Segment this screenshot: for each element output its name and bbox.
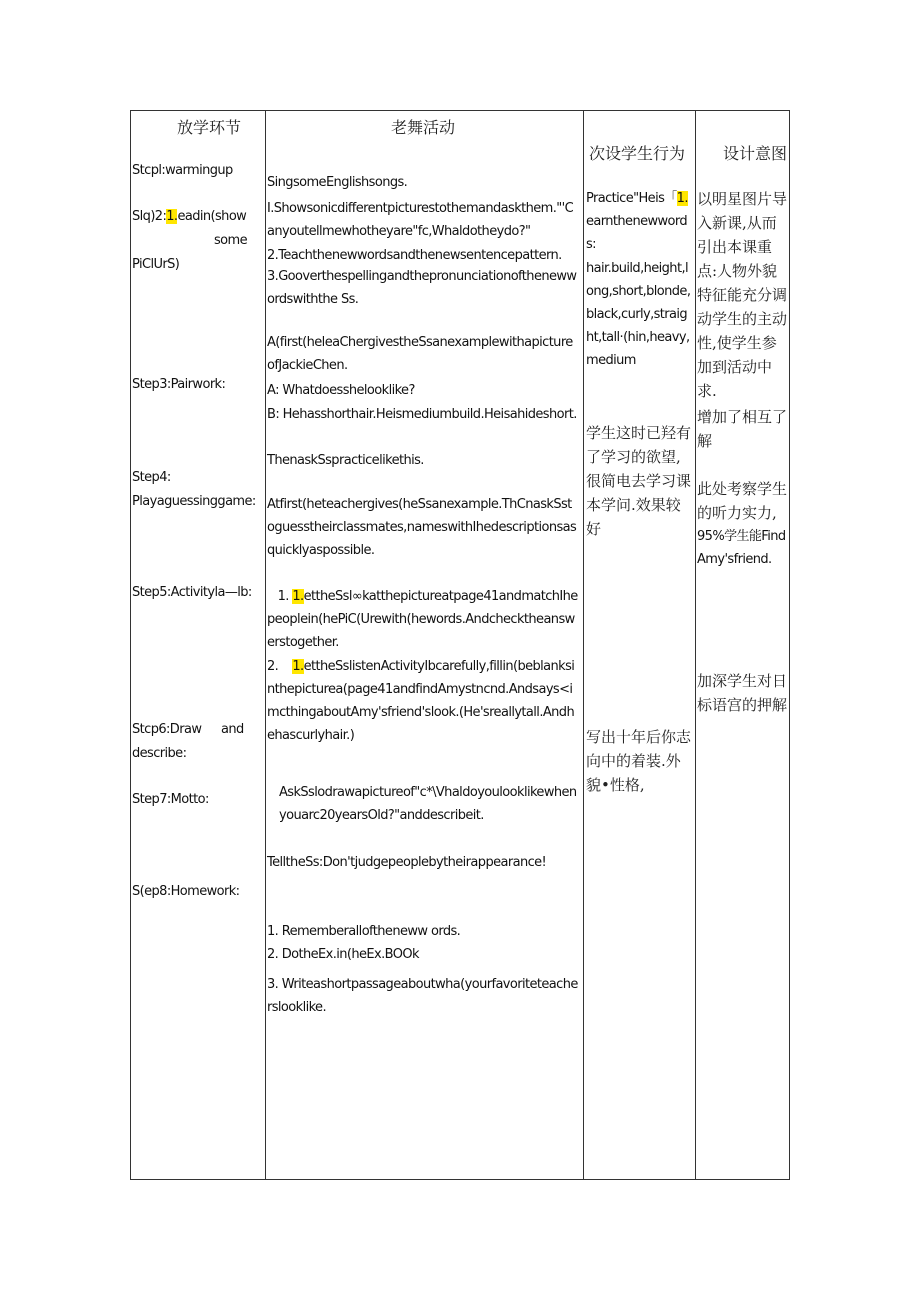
step-4-title: Playaguessinggame: xyxy=(132,494,256,509)
intent-3-cont: 95%学生能FindAmy'sfriend. xyxy=(697,529,786,567)
intent-3: 此处考察学生的听力实力, xyxy=(697,480,788,522)
teacher-line: Atfirst(heteachergives(heSsanexample.ThCnaskSstoguesstheirclassmates,nameswithIhedescriptionsasquicklyaspossible. xyxy=(267,497,577,558)
column-divider xyxy=(265,111,266,1179)
teacher-line: I.Showsonicdifferentpicturestothemandaskthem."'Canyoutellmewhotheyare"fc,Whaldotheydo?" xyxy=(267,201,574,239)
step-5: Step5:Activityla—lb: xyxy=(132,585,252,600)
header-teaching-step: 放学环节 xyxy=(177,118,242,137)
intent-1: 以明星图片导入新课,从而引出本课重点:人物外貌特征能充分调动学生的主动性,使学生参加到活动中求. xyxy=(697,190,788,400)
teacher-line: 2. DotheEx.in(heEx.BOOk xyxy=(267,947,419,962)
step-1: Stcpl:warmingup xyxy=(132,163,233,178)
column-divider xyxy=(695,111,696,1179)
header-design-intent: 设计意图 xyxy=(723,144,788,163)
header-student-behavior: 次设学生行为 xyxy=(589,144,686,163)
header-teacher-activity: 老舞活动 xyxy=(391,118,456,137)
teacher-line: TelltheSs:Don'tjudgepeoplebytheirappearance! xyxy=(267,855,547,870)
student-writing: 写出十年后你志向中的着装.外貌•性格, xyxy=(586,728,692,794)
teacher-line: 1. Rememberalloftheneww ords. xyxy=(267,924,461,939)
lesson-plan-table xyxy=(130,110,790,1180)
step-2-cont2: PiClUrS) xyxy=(132,257,180,272)
teacher-line: A: Whatdoesshelooklike? xyxy=(267,383,415,398)
teacher-line: 3.Gooverthespellingandthepronunciationofthenewwordswiththe Ss. xyxy=(267,269,577,307)
teacher-line: A(first(heleaChergivestheSsanexamplewithapictureofJackieChen. xyxy=(267,335,573,373)
step-6: Stcp6:Draw xyxy=(132,722,202,737)
student-words: hair.build,height,long,short,blonde,black,curly,straight,tall·(hin,heavy,medium xyxy=(586,261,691,368)
step-7: Step7:Motto: xyxy=(132,792,209,807)
teacher-line: AskSslodrawapictureof"c*\Vhaldoyoulooklikewhenyouarc20yearsOld?"anddescribeit. xyxy=(279,785,577,823)
step-6-cont: describe: xyxy=(132,746,187,761)
step-4: Step4: xyxy=(132,470,171,485)
intent-2: 增加了相互了解 xyxy=(697,408,788,450)
teacher-line: 2.Teachthenewwordsandthenewsentencepattern. xyxy=(267,248,562,263)
step-6-and: and xyxy=(221,722,244,737)
column-divider xyxy=(583,111,584,1179)
teacher-line: B: Hehasshorthair.Heismediumbuild.Heisahideshort. xyxy=(267,407,577,422)
student-motivation: 学生这时已羟有了学习的欲望,很简电去学习课本学问.效果较好 xyxy=(586,424,692,538)
teacher-line: 1. 1.ettheSsl∞katthepictureatpage41andmatchIhepeoplein(hePiC(Urewith(hewords.Andchecktheanswerstogether. xyxy=(267,589,578,650)
student-practice: Practice"Heis「1.earnthenewwords: xyxy=(586,191,688,252)
teacher-line: 3. Writeashortpassageaboutwha(yourfavoriteteacherslooklike. xyxy=(267,977,578,1015)
teacher-line: 2. 1.ettheSslistenActivityIbcarefully,fillin(beblanksinthepicturea(page41andfindAmystncnd.Andsays<imcthingaboutAmy'sfriend'slook.(He'sreallytall.Andhehascurlyhair.) xyxy=(267,659,575,743)
intent-4: 加深学生对日标语宫的押解 xyxy=(697,672,788,714)
teacher-line: SingsomeEnglishsongs. xyxy=(267,175,408,190)
step-2-cont: some xyxy=(214,233,247,248)
step-8: S(ep8:Homework: xyxy=(132,884,240,899)
step-3: Step3:Pairwork: xyxy=(132,377,226,392)
step-2: Slq)2:1.eadin(show xyxy=(132,209,247,224)
teacher-line: ThenaskSspracticelikethis. xyxy=(267,453,424,468)
